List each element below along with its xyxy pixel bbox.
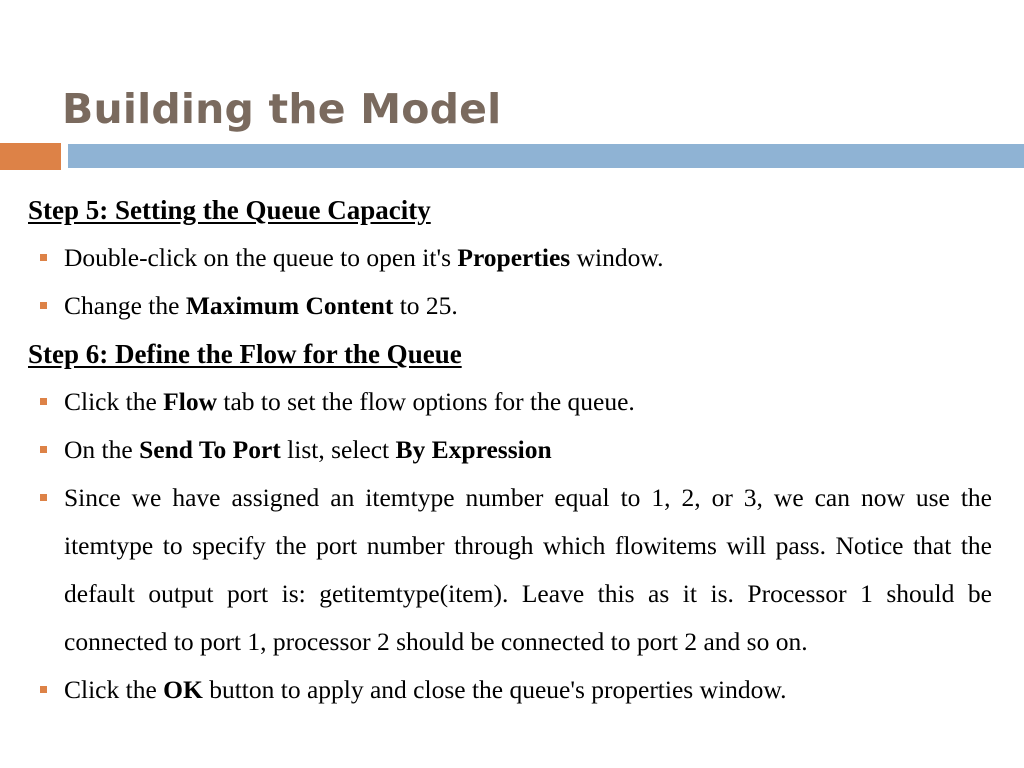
- bullet-emphasis: Flow: [163, 387, 217, 416]
- accent-bar-blue: [68, 144, 1024, 168]
- bullet-text: [64, 435, 552, 464]
- bullet-text: [64, 387, 635, 416]
- bullet-run: Click the: [64, 387, 164, 416]
- bullet-square-icon: [40, 494, 47, 501]
- bullet-run: Since we have assigned an itemtype number equal to 1, 2, or 3, we can now use the itemtype to specify the port number through which flowitems will pass. Notice that the default output port is: getitemtype(item). Leave this as it is. Processor 1 should be connected to port 1, processor 2 should be connected to port 2 and so on.: [64, 483, 992, 656]
- page-title: Building the Model: [62, 85, 502, 133]
- bullet-square-icon: [40, 254, 47, 261]
- bullet-run: Double-click on the queue to open it's: [64, 243, 458, 272]
- bullet-item: [0, 378, 1024, 426]
- bullet-square-icon: [40, 398, 47, 405]
- bullet-square-icon: [40, 686, 47, 693]
- bullet-item: [0, 666, 1024, 714]
- bullet-run: Change the: [64, 291, 186, 320]
- bullet-run: list, select: [280, 435, 396, 464]
- bullet-text: [64, 675, 786, 704]
- bullet-item: [0, 282, 1024, 330]
- bullet-text: [64, 291, 458, 320]
- bullet-square-icon: [40, 446, 47, 453]
- bullet-emphasis: Properties: [457, 243, 571, 272]
- step-heading-text: Step 6: Define the Flow for the Queue: [28, 339, 462, 369]
- bullet-item: [0, 234, 1024, 282]
- bullet-run: window.: [570, 243, 664, 272]
- bullet-emphasis: OK: [163, 675, 203, 704]
- bullet-square-icon: [40, 302, 47, 309]
- bullet-emphasis: Maximum Content: [185, 291, 394, 320]
- bullet-run: Click the: [64, 675, 164, 704]
- bullet-run: to 25.: [393, 291, 458, 320]
- bullet-run: On the: [64, 435, 140, 464]
- step-heading: [0, 186, 1024, 234]
- bullet-text: [64, 483, 992, 656]
- bullet-item: [0, 426, 1024, 474]
- title-block: [0, 0, 1024, 172]
- step-heading-text: Step 5: Setting the Queue Capacity: [28, 195, 431, 225]
- bullet-item: [0, 474, 1024, 666]
- bullet-emphasis: Send To Port: [139, 435, 281, 464]
- step-heading: [0, 330, 1024, 378]
- bullet-emphasis: By Expression: [395, 435, 552, 464]
- accent-bar-orange: [0, 143, 61, 170]
- bullet-run: button to apply and close the queue's properties window.: [202, 675, 787, 704]
- bullet-text: [64, 243, 663, 272]
- bullet-run: tab to set the flow options for the queue.: [216, 387, 635, 416]
- slide-body: [0, 186, 1024, 714]
